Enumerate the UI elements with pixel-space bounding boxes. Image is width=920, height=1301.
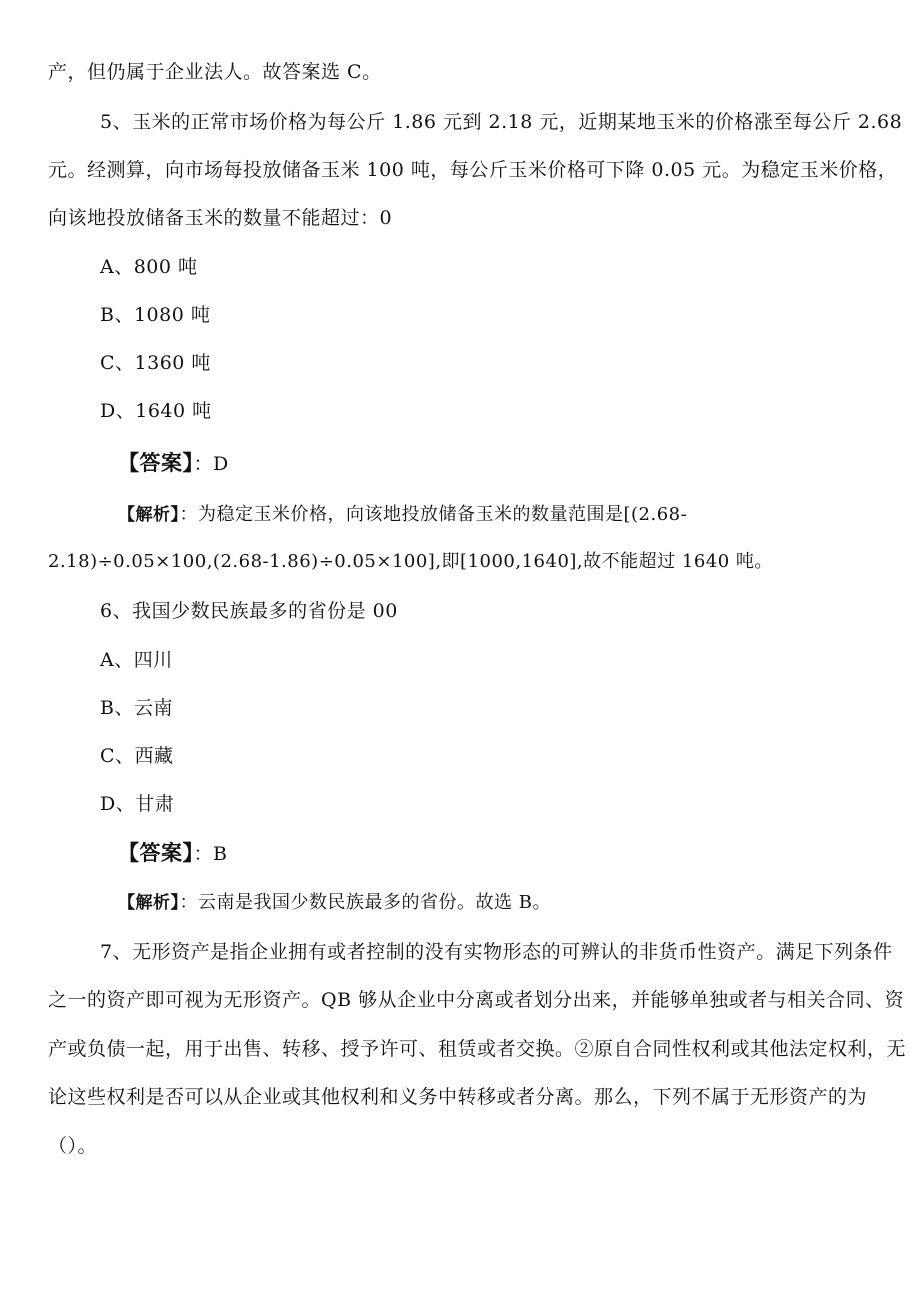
option-b: B、1080 吨 <box>100 304 211 326</box>
question-7-line-2: 之一的资产即可视为无形资产。QB 够从企业中分离或者划分出来，并能够单独或者与相关合同、资 <box>48 989 905 1011</box>
text-line: 产，但仍属于企业法人。故答案选 C。 <box>48 61 382 83</box>
option-d: D、1640 吨 <box>100 400 212 422</box>
option-c: C、1360 吨 <box>100 352 211 374</box>
question-5-line-3: 向该地投放储备玉米的数量不能超过：0 <box>48 207 393 229</box>
analysis-label: 【解析】 <box>118 893 180 913</box>
analysis-line-1 <box>118 888 551 917</box>
question-7-line-1: 7、无形资产是指企业拥有或者控制的没有实物形态的可辨认的非货币性资产。满足下列条件 <box>100 941 893 963</box>
option-b: B、云南 <box>100 697 173 719</box>
analysis-line-1 <box>118 500 687 529</box>
analysis-text: ：为稳定玉米价格，向该地投放储备玉米的数量范围是[(2.68- <box>179 504 688 525</box>
answer-label: 【答案】 <box>118 451 194 475</box>
option-a: A、四川 <box>100 649 173 671</box>
analysis-line-2: 2.18)÷0.05×100,(2.68-1.86)÷0.05×100],即[1000,1640],故不能超过 1640 吨。 <box>48 551 773 572</box>
question-5-line-1: 5、玉米的正常市场价格为每公斤 1.86 元到 2.18 元，近期某地玉米的价格涨至每公斤 2.68 <box>100 111 903 133</box>
answer-line <box>118 839 227 868</box>
question-6-line-1: 6、我国少数民族最多的省份是 00 <box>100 600 398 622</box>
question-7-line-3: 产或负债一起，用于出售、转移、授予许可、租赁或者交换。②原自合同性权利或其他法定权利，无 <box>48 1038 907 1060</box>
answer-value: ：B <box>193 843 228 865</box>
answer-line <box>118 449 229 478</box>
answer-label: 【答案】 <box>118 841 194 865</box>
answer-value: ：D <box>193 453 229 475</box>
question-5-line-2: 元。经测算，向市场每投放储备玉米 100 吨，每公斤玉米价格可下降 0.05 元。为稳定玉米价格， <box>48 159 898 181</box>
question-7-line-5: （）。 <box>48 1135 98 1157</box>
analysis-text: ：云南是我国少数民族最多的省份。故选 B。 <box>179 892 551 913</box>
option-d: D、甘肃 <box>100 793 175 815</box>
question-7-line-4: 论这些权利是否可以从企业或其他权利和义务中转移或者分离。那么，下列不属于无形资产的为 <box>48 1086 868 1108</box>
option-a: A、800 吨 <box>100 256 198 278</box>
analysis-label: 【解析】 <box>118 505 180 525</box>
option-c: C、西藏 <box>100 745 174 767</box>
